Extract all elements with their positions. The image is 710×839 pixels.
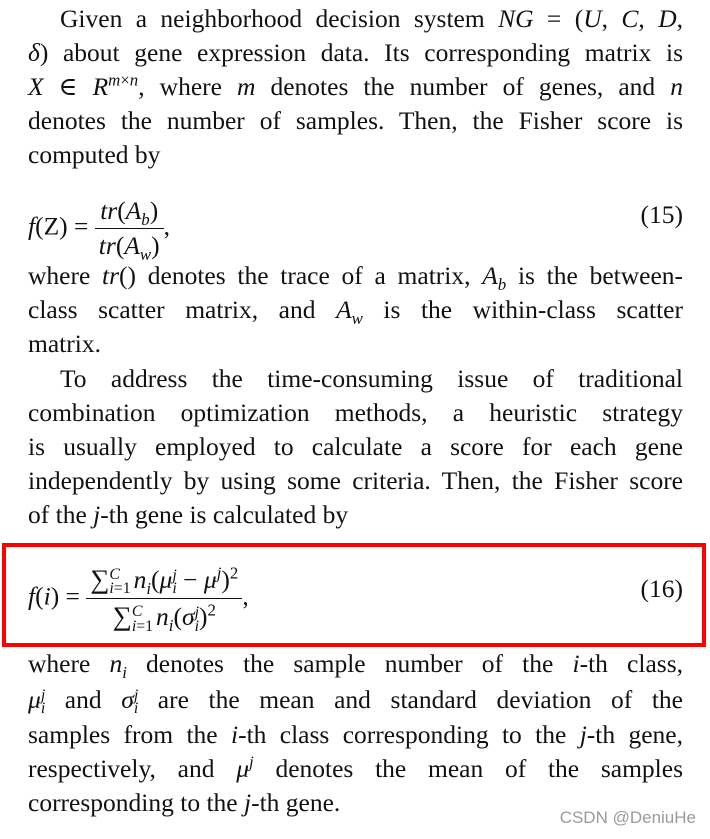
equation-16-numerator: ∑ C i=1 $n_i(\mu$ j i − $\mu^j)^2$ <box>90 563 239 599</box>
equation-15-denominator: $tr(A_w)$ <box>98 231 160 265</box>
paragraph-4-line-2: μ j i and σ j i are the mean and standard deviation of the <box>28 685 683 718</box>
watermark: CSDN @DeniuHe <box>559 808 696 827</box>
equation-16-denominator: ∑ C i=1 $n_i(\sigma$ j i )$^2$ <box>112 600 216 636</box>
paragraph-1-line-2: δ) about gene expression data. Its corresponding matrix is <box>28 38 683 67</box>
paragraph-2-line-3: matrix. <box>28 329 101 358</box>
paragraph-4-line-4: respectively, and $\mu^j$ denotes the mean of the samples <box>28 752 683 783</box>
paragraph-2-line-2: class scatter matrix, and $A_w$ is the within-class scatter <box>28 295 683 329</box>
paragraph-3-line-4: independently by using some criteria. Then, the Fisher score <box>28 466 683 495</box>
paragraph-1-line-4: denotes the number of samples. Then, the Fisher score is <box>28 106 683 135</box>
equation-15-fraction <box>95 196 164 265</box>
equation-15-body: f(Z) = $\frac{tr(A_b)}{tr(A_w)}$ , <box>28 196 170 265</box>
equation-16-highlight-box <box>2 543 706 647</box>
paragraph-4-line-5: corresponding to the j-th gene. <box>28 788 341 817</box>
paragraph-1-line-3: X ∈ $R^{m\times n}$, where m denotes the number of genes, and n <box>28 70 683 101</box>
paragraph-4-line-3: samples from the i-th class corresponding to the j-th gene, <box>28 720 683 749</box>
paragraph-3-line-5: of the j-th gene is calculated by <box>28 500 349 529</box>
paragraph-1-line-1: Given a neighborhood decision system NG = (U, C, D, <box>60 4 683 33</box>
paragraph-3-line-1: To address the time-consuming issue of traditional <box>60 364 683 393</box>
paragraph-1-line-5: computed by <box>28 140 161 169</box>
paragraph-3-line-3: is usually employed to calculate a score for each gene <box>28 432 683 461</box>
equation-15 <box>28 178 683 265</box>
paragraph-4-line-1: where $n_i$ denotes the sample number of the i-th class, <box>28 649 683 683</box>
equation-15-number: (15) <box>640 200 683 229</box>
equation-16-number: (16) <box>640 574 683 603</box>
paragraph-3-line-2: combination optimization methods, a heuristic strategy <box>28 398 683 427</box>
equation-16-body: f(i) = ∑ C i=1 $n_i(\mu$ j i − $\mu^j)^2$ ∑ C i=1 $n_i(\sigma$ j i )$^2$ , <box>28 563 249 636</box>
paragraph-2-line-1: where tr() denotes the trace of a matrix, $A_b$ is the between- <box>28 261 684 295</box>
equation-15-numerator: $tr(A_b)$ <box>100 196 159 230</box>
